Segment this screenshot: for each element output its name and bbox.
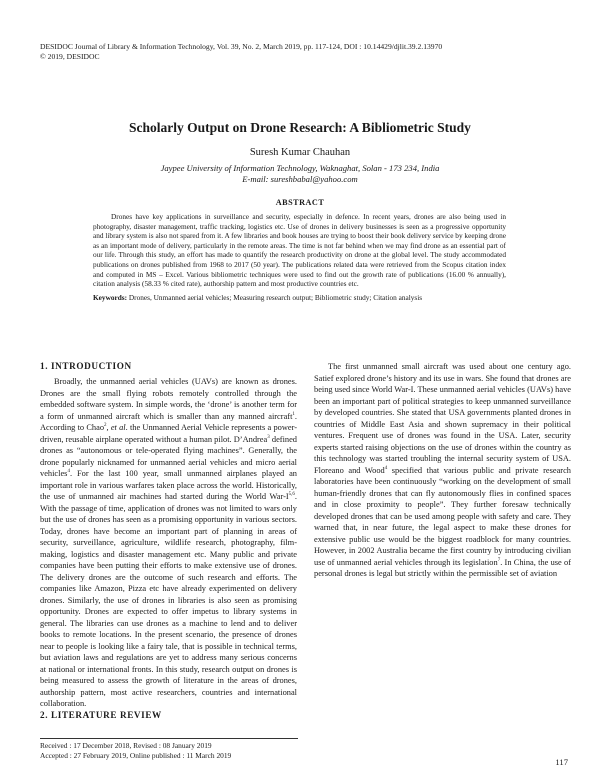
paper-title: Scholarly Output on Drone Research: A Bibliometric Study — [129, 120, 471, 135]
intro-heading: 1. INTRODUCTION — [40, 361, 132, 371]
keywords — [93, 293, 506, 303]
page-number: 117 — [555, 757, 568, 767]
abstract-text: Drones have key applications in surveillance and security, especially in defence. In recent years, drones are also being used in photography, disaster management, traffic tracking, logistics etc. Use of drones in delivery businesses is seen as a progressive opportunity and library system is also not spared from it. A few libraries and book houses are trying to boost their book delivery service by keeping drone as an important mode of delivery, particularly in the remote areas. The time is not far behind when we may find drone as an essential part of our life. Through this study, an effort has made to quantify the research productivity on drone at the global level. The study accommodated publications on drones published from 1968 to 2017 (50 year). The publications related data were retrieved from the Scopus citation index and computed in MS – Excel. Various bibliometric techniques were used to find out the growth rate of publications (16.00 % annually), citation analysis (58.33 % cited rate), authorship pattern and most productive countries etc. — [93, 212, 506, 289]
received-line: Received : 17 December 2018, Revised : 08 January 2019 — [40, 741, 212, 750]
ref-4b[interactable]: 4 — [384, 465, 388, 471]
ref-5-6[interactable]: 5,6 — [288, 492, 295, 498]
author-affiliation: Jaypee University of Information Technology, Waknaghat, Solan - 173 234, India — [160, 163, 440, 173]
intro-paragraph: Broadly, the unmanned aerial vehicles (UAVs) are known as drones. Drones are the small flying robots remotely controlled through the embedded software system. In simple words, the ‘drone’ is another term for a form of unmanned aircraft which is smaller than any manned aircraft$^1$. According to Chao$^2$, et al. the Unmanned Aerial Vehicle represents a power-driven, reusable airplane operated without a human pilot. D’Andrea$^3$ defined drones as “autonomous or tele-operated flying machines”. Generally, the drone popularly nicknamed for unmanned aerial vehicles and micro aerial vehicles$^4$. For the last 100 year, small unmanned airplanes played an important role in various warfares taken place across the world. Historically, the use of unmanned air machines had started during the World War-$I^{5,6}$. With the passage of time, application of drones was not limited to wars only but the use of drones has seen as a promising opportunity in various sectors. Today, drones have become an important part of planning in areas of security, surveillance, agriculture, wildlife research, photography, film-making, logistics and disaster management etc. Many public and private companies have been putting their efforts to make extensive use of drones. The delivery drones are the outcome of such research and efforts. The companies like Amazon, Pizza etc have already experimented on delivery drones. Similarly, the use of drones in libraries is also seen as promising opportunity. Drones are expected to offer impetus to library systems in general. The libraries can use drones as a machine to lend and to deliver books to remote locations. In the present scenario, the presence of drones near to people is looking like a fairy tale, that is possible in technical terms, but aviation laws and regulations are yet to address many serious concerns at national or international fronts. In this study, research output on drones is being measured to assess the growth of literature in the areas of drones, authorship pattern, most active researchers, countries and international collaboration. — [40, 377, 297, 709]
literature-heading: 2. LITERATURE REVIEW — [40, 709, 162, 720]
journal-header — [40, 42, 570, 62]
ref-1[interactable]: 1 — [292, 411, 295, 417]
abstract-heading: ABSTRACT — [275, 198, 325, 207]
ref-3[interactable]: 3 — [267, 434, 270, 440]
ref-4[interactable]: 4 — [67, 469, 70, 475]
accepted-line: Accepted : 27 February 2019, Online published : 11 March 2019 — [40, 750, 232, 760]
journal-copyright: © 2019, DESIDOC — [40, 52, 100, 61]
author-name: Suresh Kumar Chauhan — [249, 147, 351, 158]
literature-paragraph: The first unmanned small aircraft was used about one century ago. Satief explored drone’s history and its use in wars. She found that drones are being used since World War-I. These unmanned aerial vehicles (UAVs) have been an important part of political strategies to keep unmanned surveillance by developed countries. She stated that USA governments planted drones in countries of Middle East Asia and shown supremacy in their political ventures. Frequent use of drones was found in the USA. Later, security experts started raising objections on the use of drones within the country as this technology was started troubling the internal security system of USA. Floreano and Wood$^4$ specified that various public and private research laboratories have been continuously “working on the development of small human-friendly drones that can fly autonomously flies in confined spaces and in close proximity to people”. They further foresaw technically developed drones that can be used among people with safety and care. They warned that, in near future, the legal aspect to make these drones for extensive public use would be the biggest roadblock for many countries. However, in 2002 Australia became the first country by introducing civilian use of unmanned aerial vehicles through its legislation$^7$. In China, the use of personal drones is legal but strictly within the permissible set of aviation — [314, 362, 571, 579]
keywords-label: Keywords: — [93, 293, 128, 302]
footnote-rule — [40, 738, 298, 739]
body-columns — [40, 361, 571, 737]
keywords-text: Drones, Unmanned aerial vehicles; Measuring research output; Bibliometric study; Citation analysis — [127, 293, 423, 302]
author-affiliation-block — [0, 163, 600, 185]
ref-7[interactable]: 7 — [497, 557, 501, 563]
author-email[interactable]: E-mail: sureshbabal@yahoo.com — [242, 174, 358, 184]
journal-citation: DESIDOC Journal of Library & Information Technology, Vol. 39, No. 2, March 2019, pp. 117-124, DOI : 10.14429/djlit.39.2.13970 — [40, 42, 443, 51]
ref-2[interactable]: 2 — [104, 423, 107, 429]
received-dates — [40, 741, 300, 760]
